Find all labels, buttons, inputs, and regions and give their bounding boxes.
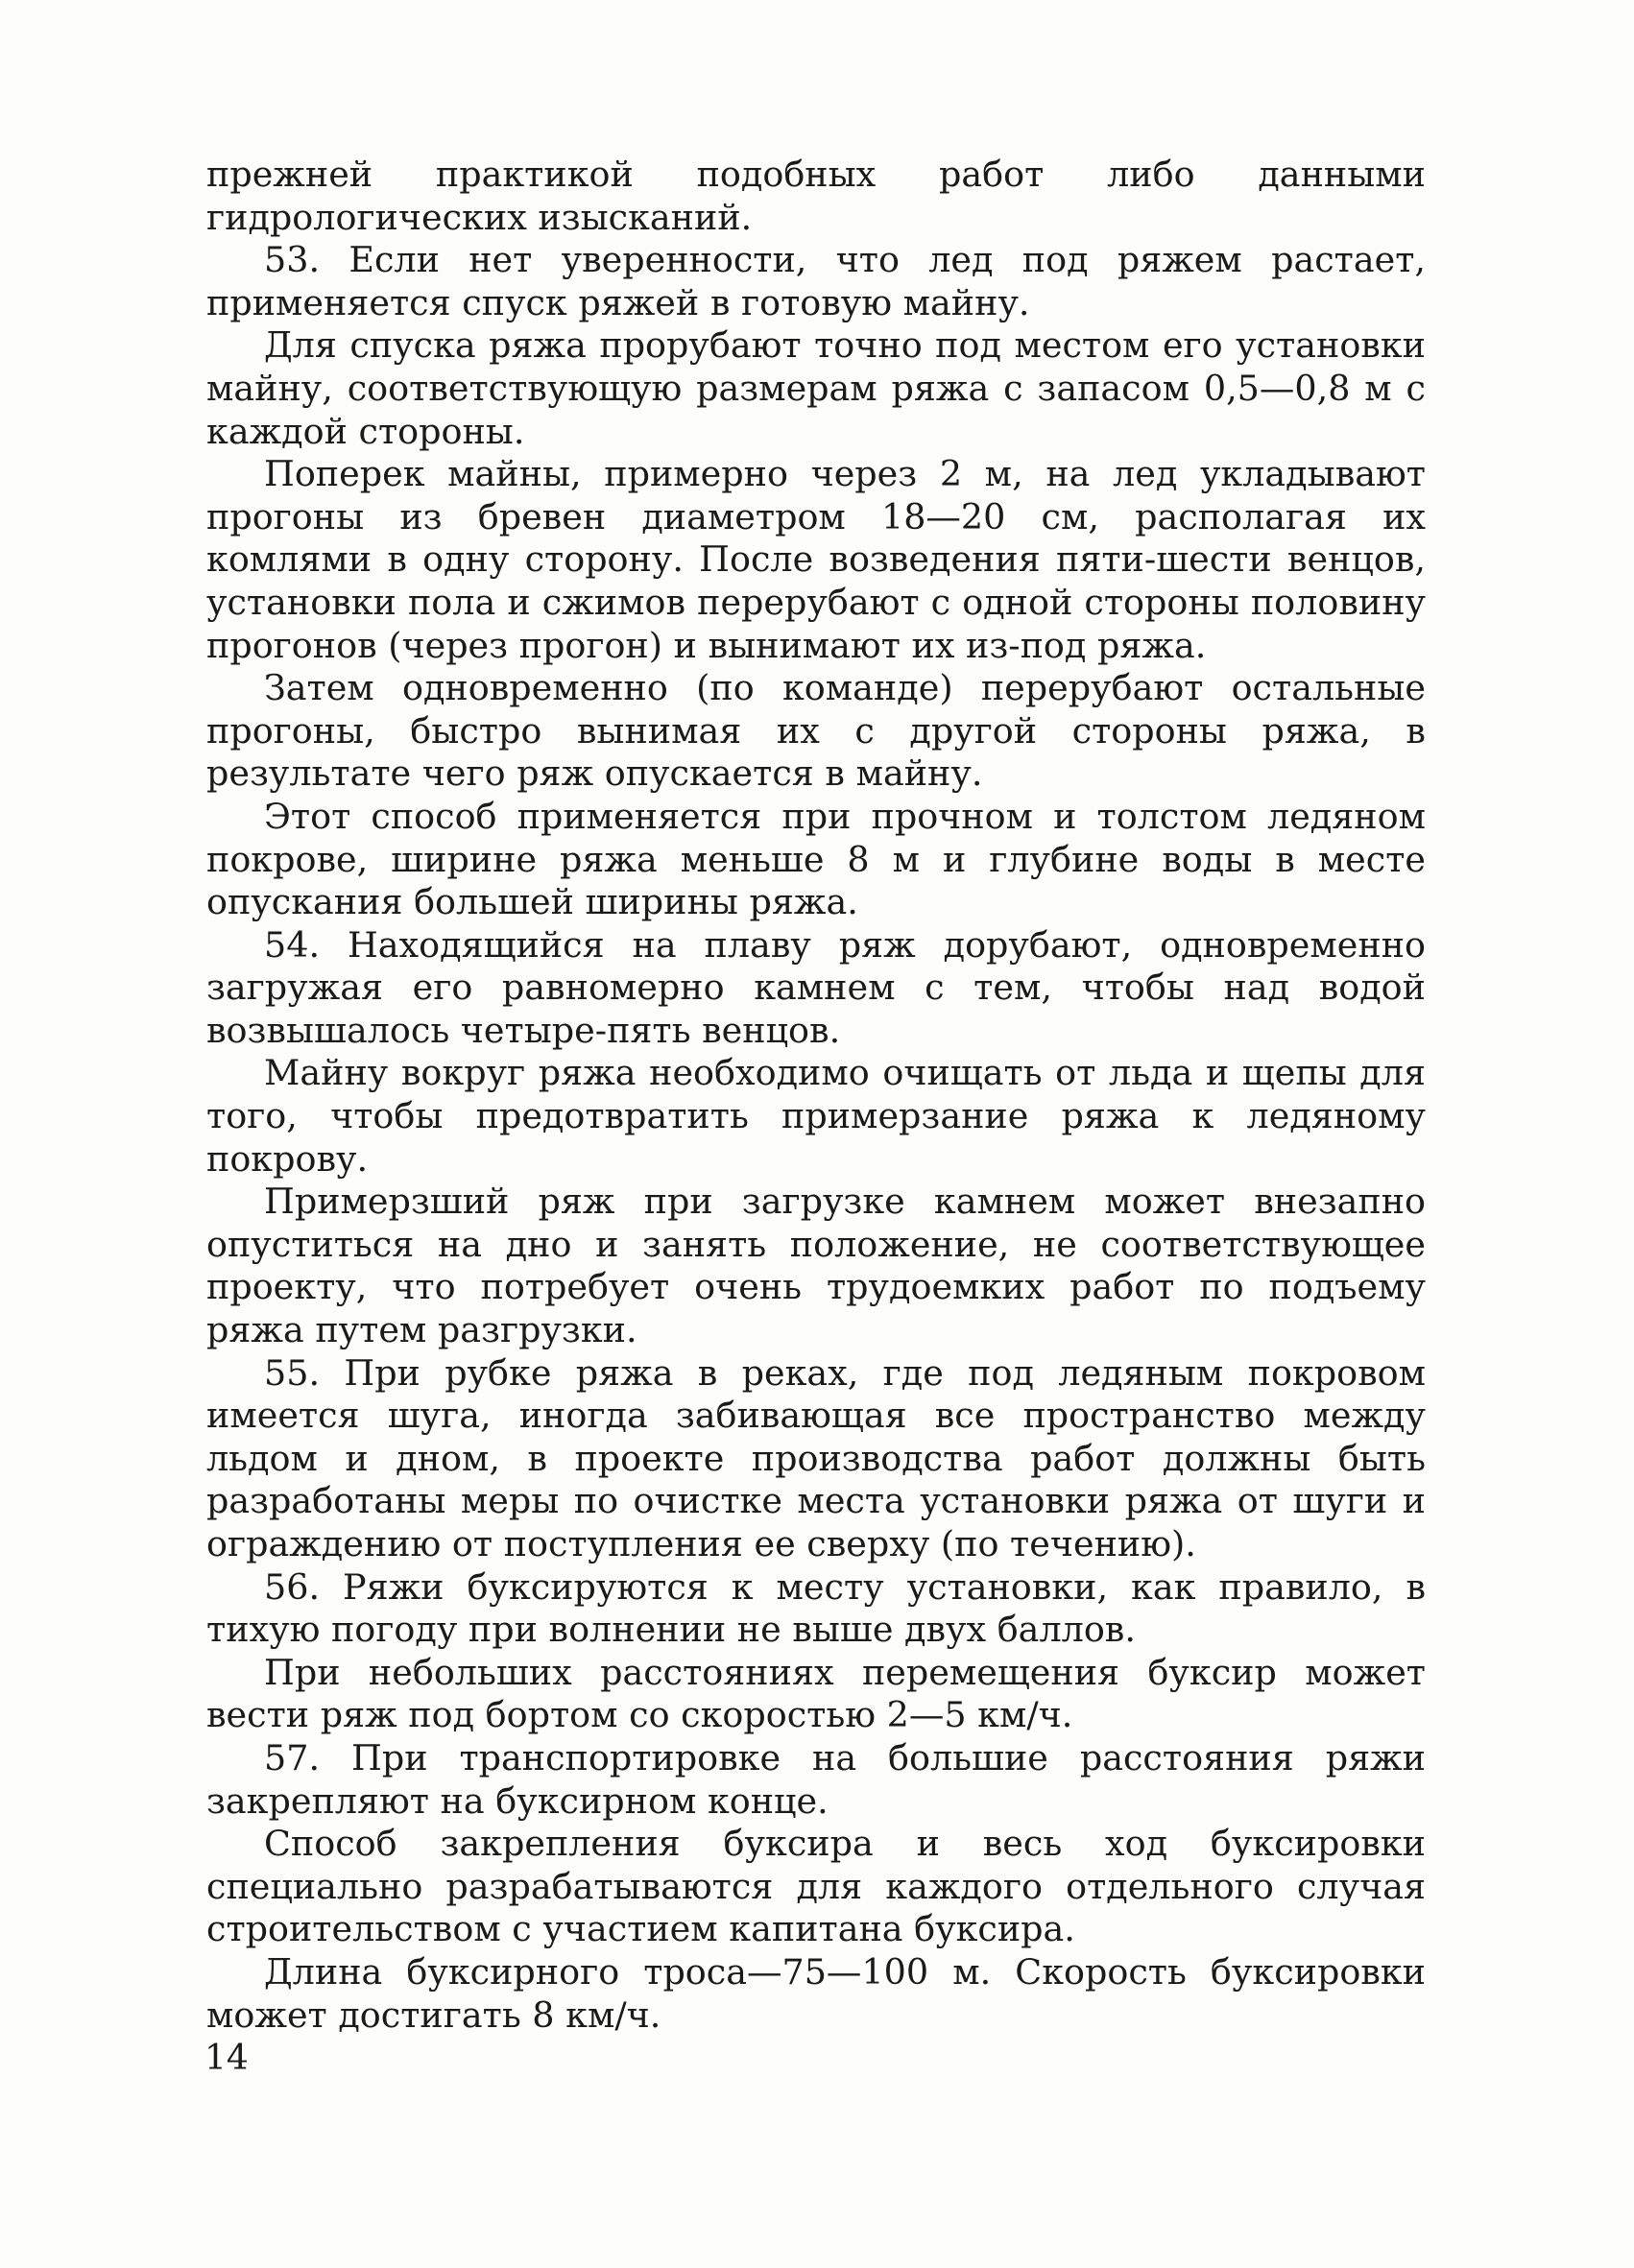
page-number: 14	[204, 2039, 249, 2078]
paragraph: Длина буксирного троса—75—100 м. Скорость буксировки может достигать 8 км/ч.	[206, 1950, 1426, 2036]
paragraph: Для спуска ряжа прорубают точно под местом его установки майну, соответствующую размерам ряжа с запасом 0,5—0,8 м с каждой стороны.	[206, 324, 1426, 452]
paragraph: Примерзший ряж при загрузке камнем может внезапно опуститься на дно и занять положение, не соответствующее проекту, что потребует очень трудоемких работ по подъему ряжа путем разгрузки.	[206, 1181, 1426, 1351]
paragraph: Этот способ применяется при прочном и толстом ледяном покрове, ширине ряжа меньше 8 м и глубине воды в месте опускания большей ширины ряжа.	[206, 795, 1426, 923]
body-text	[206, 154, 1426, 2037]
paragraph-53: 53. Если нет уверенности, что лед под ряжем растает, применяется спуск ряжей в готовую майну.	[206, 239, 1426, 323]
paragraph-54: 54. Находящийся на плаву ряж дорубают, одновременно загружая его равномерно камнем с тем, чтобы над водой возвышалось четыре-пять венцов.	[206, 923, 1426, 1051]
paragraph: Майну вокруг ряжа необходимо очищать от льда и щепы для того, чтобы предотвратить примерзание ряжа к ледяному покрову.	[206, 1052, 1426, 1180]
paragraph-56: 56. Ряжи буксируются к месту установки, как правило, в тихую погоду при волнении не выше двух баллов.	[206, 1565, 1426, 1651]
paragraph: При небольших расстояниях перемещения буксир может вести ряж под бортом со скоростью 2—5 км/ч.	[206, 1651, 1426, 1736]
paragraph: Поперек майны, примерно через 2 м, на лед укладывают прогоны из бревен диаметром 18—20 см, располагая их комлями в одну сторону. После возведения пяти-шести венцов, установки пола и сжимов перерубают с одной стороны половину прогонов (через прогон) и вынимают их из-под ряжа.	[206, 453, 1426, 666]
paragraph-57: 57. При транспортировке на большие расстояния ряжи закрепляют на буксирном конце.	[206, 1736, 1426, 1822]
paragraph: Затем одновременно (по команде) перерубают остальные прогоны, быстро вынимая их с другой стороны ряжа, в результате чего ряж опускается в майну.	[206, 667, 1426, 795]
paragraph-55: 55. При рубке ряжа в реках, где под ледяным покровом имеется шуга, иногда забивающая все пространство между льдом и дном, в проекте производства работ должны быть разработаны меры по очистке места установки ряжа от шуги и ограждению от поступления ее сверху (по течению).	[206, 1351, 1426, 1564]
paragraph-continuation: прежней практикой подобных работ либо данными гидрологических изысканий.	[206, 154, 1426, 238]
paragraph: Способ закрепления буксира и весь ход буксировки специально разрабатываются для каждого отдельного случая строительством с участием капитана буксира.	[206, 1823, 1426, 1950]
